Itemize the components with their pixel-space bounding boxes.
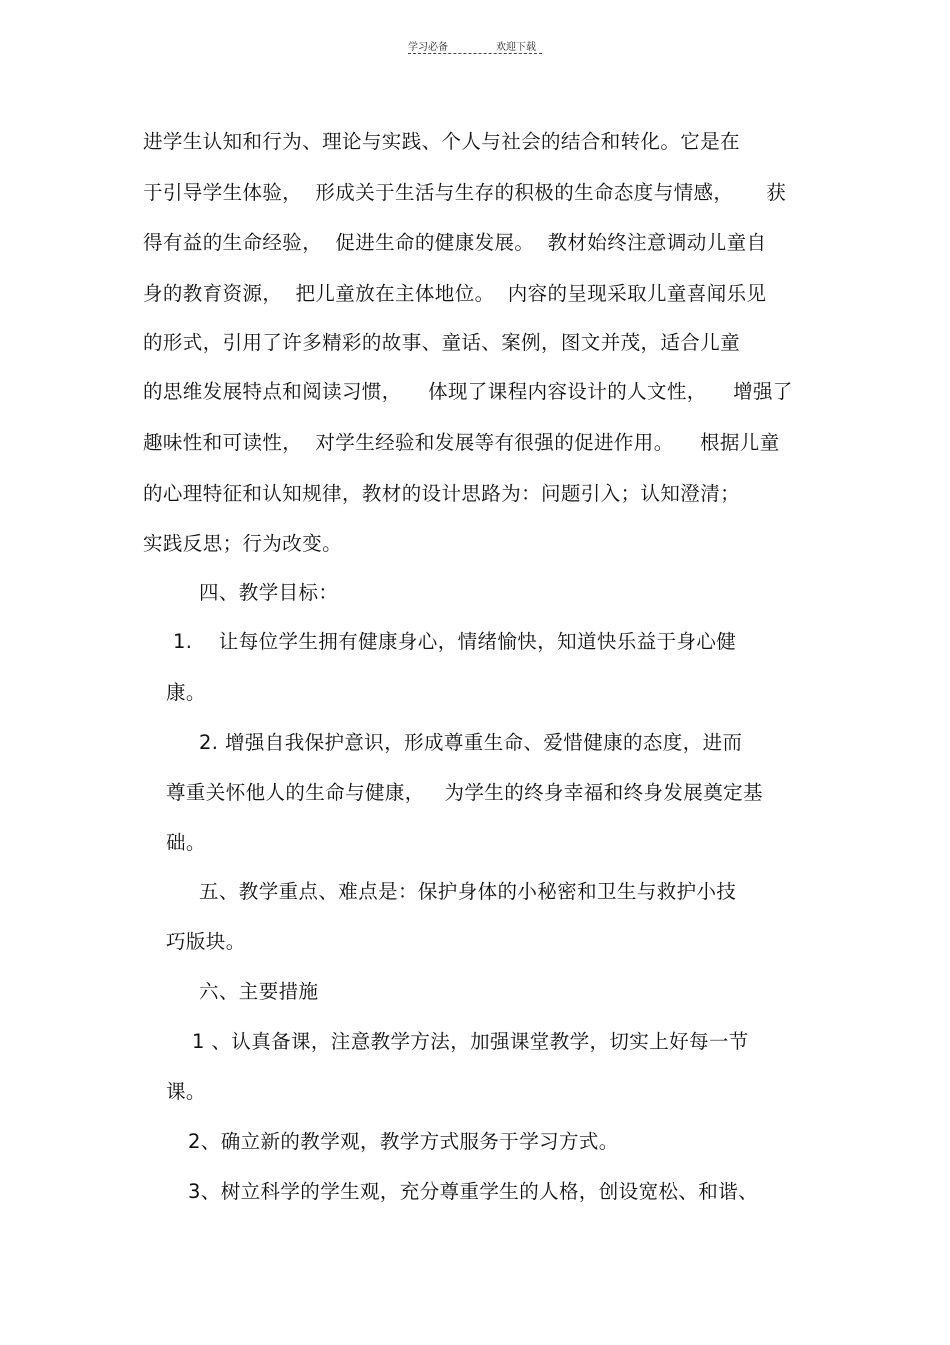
body-line: 趣味性和可读性， 对学生经验和发展等有很强的促进作用。 根据儿童 (143, 431, 780, 454)
list-item-continuation: 础。 (166, 831, 206, 854)
header-dashed-rule (408, 53, 542, 54)
section-heading: 四、教学目标： (199, 581, 339, 604)
body-line: 进学生认知和行为、理论与实践、个人与社会的结合和转化。它是在 (143, 130, 741, 153)
body-line: 得有益的生命经验， 促进生命的健康发展。 教材始终注意调动儿童自 (143, 231, 767, 254)
section-heading-continuation: 巧版块。 (166, 930, 246, 953)
body-line: 于引导学生体验， 形成关于生活与生存的积极的生命态度与情感， 获 (143, 181, 787, 204)
list-item: 1. 让每位学生拥有健康身心，情绪愉快，知道快乐益于身心健 (173, 630, 737, 653)
list-item: 2、确立新的教学观，教学方式服务于学习方式。 (188, 1130, 619, 1153)
list-item: 3、树立科学的学生观，充分尊重学生的人格，创设宽松、和谐、 (188, 1180, 759, 1203)
section-heading: 五、教学重点、难点是：保护身体的小秘密和卫生与救护小技 (199, 880, 737, 903)
body-line: 的思维发展特点和阅读习惯， 体现了课程内容设计的人文性， 增强了 (143, 380, 793, 403)
body-line: 的形式，引用了许多精彩的故事、童话、案例，图文并茂，适合儿童 (143, 331, 741, 354)
list-item-continuation: 课。 (166, 1080, 206, 1103)
list-item-continuation: 尊重关怀他人的生命与健康， 为学生的终身幸福和终身发展奠定基 (166, 781, 763, 804)
section-heading: 六、主要措施 (199, 980, 319, 1003)
header-left-text: 学习必备 (408, 42, 448, 53)
page-header (408, 36, 542, 56)
header-right-text: 欢迎下载 (496, 42, 536, 53)
body-line: 实践反思；行为改变。 (143, 532, 343, 555)
body-line: 身的教育资源， 把儿童放在主体地位。 内容的呈现采取儿童喜闻乐见 (143, 282, 767, 305)
list-item: 2. 增强自我保护意识，形成尊重生命、爱惜健康的态度，进而 (199, 731, 743, 754)
body-line: 的心理特征和认知规律，教材的设计思路为：问题引入；认知澄清； (143, 482, 741, 505)
list-item-continuation: 康。 (166, 681, 206, 704)
list-item: 1 、认真备课，注意教学方法，加强课堂教学，切实上好每一节 (192, 1030, 749, 1053)
